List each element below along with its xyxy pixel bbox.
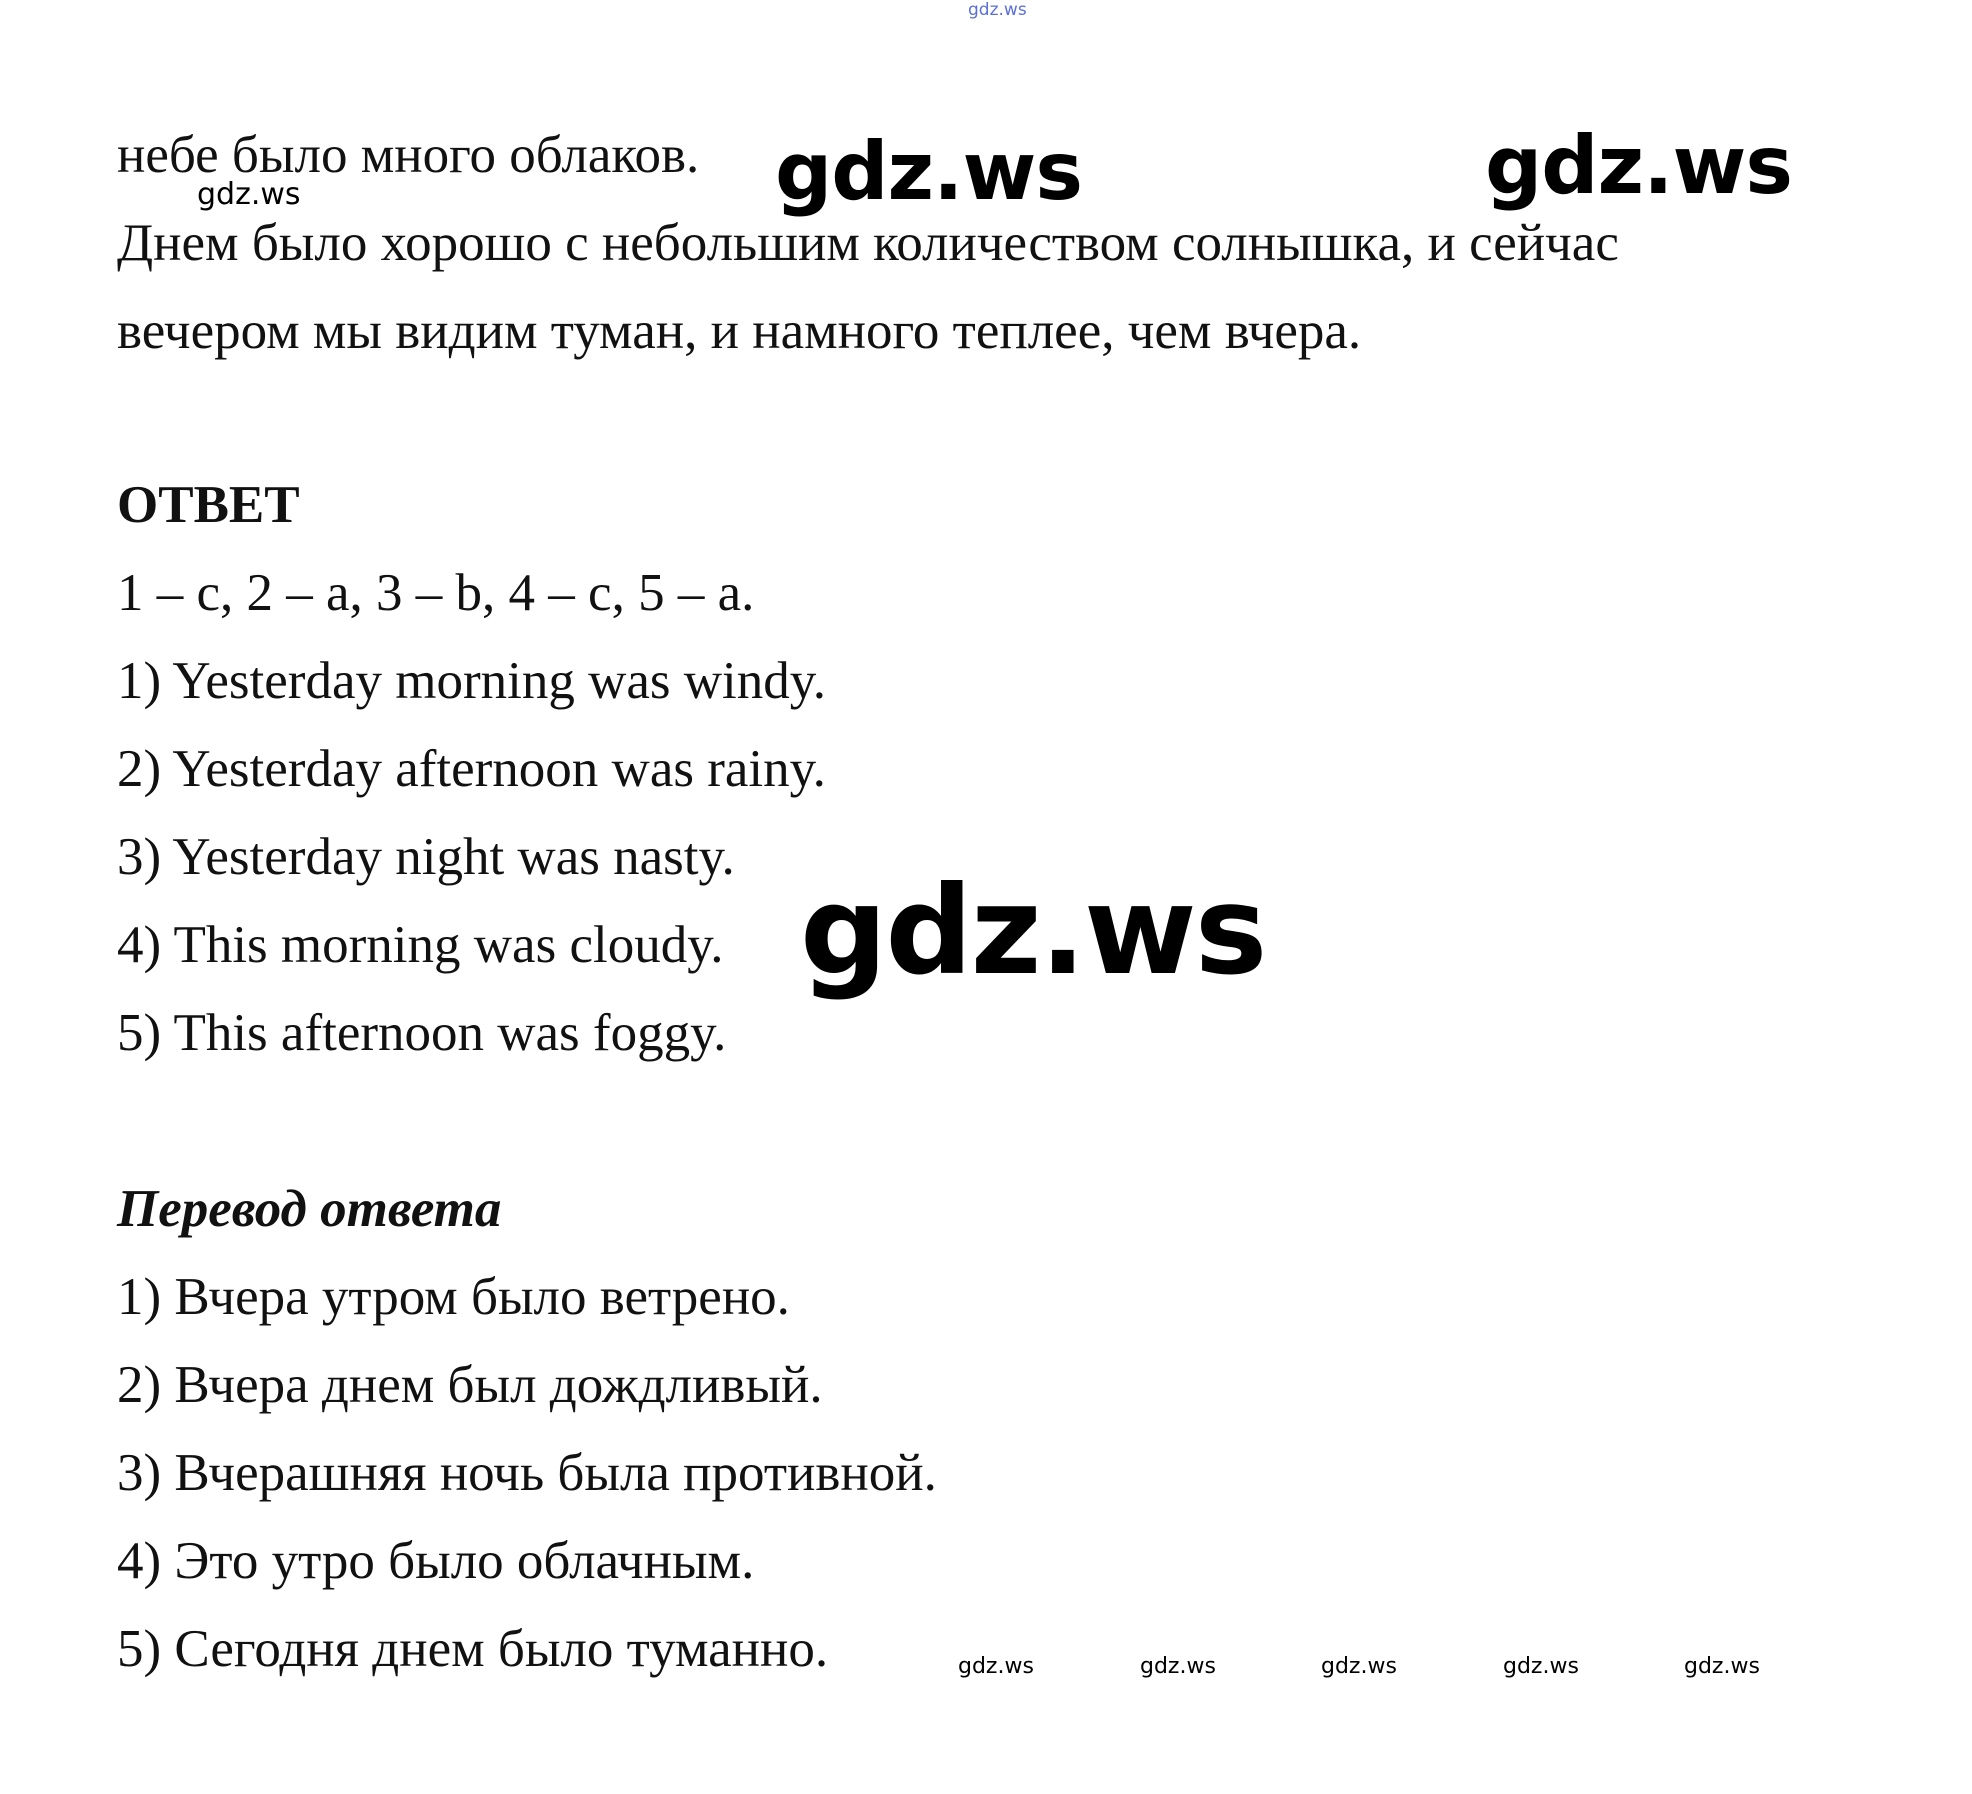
watermark-footer-5: gdz.ws — [1684, 1654, 1760, 1679]
answer-item: 2) Yesterday afternoon was rainy. — [117, 740, 826, 798]
text-line: Днем было хорошо с небольшим количеством солнышка, и сейчас — [117, 214, 1619, 272]
answer-item: 4) This morning was cloudy. — [117, 916, 724, 974]
watermark-small-left: gdz.ws — [197, 177, 301, 212]
watermark-footer-3: gdz.ws — [1321, 1654, 1397, 1679]
answer-heading: ОТВЕТ — [117, 476, 300, 534]
answer-key: 1 – c, 2 – a, 3 – b, 4 – c, 5 – a. — [117, 564, 755, 622]
text-line: вечером мы видим туман, и намного теплее, чем вчера. — [117, 302, 1362, 360]
translation-item: 1) Вчера утром было ветрено. — [117, 1268, 790, 1326]
translation-heading: Перевод ответа — [117, 1180, 502, 1238]
answer-item: 1) Yesterday morning was windy. — [117, 652, 827, 710]
watermark-footer-2: gdz.ws — [1140, 1654, 1216, 1679]
watermark-center-large: gdz.ws — [800, 860, 1266, 1002]
watermark-upper-center: gdz.ws — [775, 125, 1083, 218]
watermark-footer-1: gdz.ws — [958, 1654, 1034, 1679]
text-line: небе было много облаков. — [117, 126, 700, 184]
translation-item: 3) Вчерашняя ночь была противной. — [117, 1444, 937, 1502]
watermark-upper-right: gdz.ws — [1485, 119, 1793, 212]
watermark-top: gdz.ws — [968, 0, 1027, 20]
translation-item: 5) Сегодня днем было туманно. — [117, 1620, 829, 1678]
translation-item: 4) Это утро было облачным. — [117, 1532, 755, 1590]
watermark-footer-4: gdz.ws — [1503, 1654, 1579, 1679]
answer-item: 3) Yesterday night was nasty. — [117, 828, 735, 886]
answer-item: 5) This afternoon was foggy. — [117, 1004, 727, 1062]
translation-item: 2) Вчера днем был дождливый. — [117, 1356, 823, 1414]
